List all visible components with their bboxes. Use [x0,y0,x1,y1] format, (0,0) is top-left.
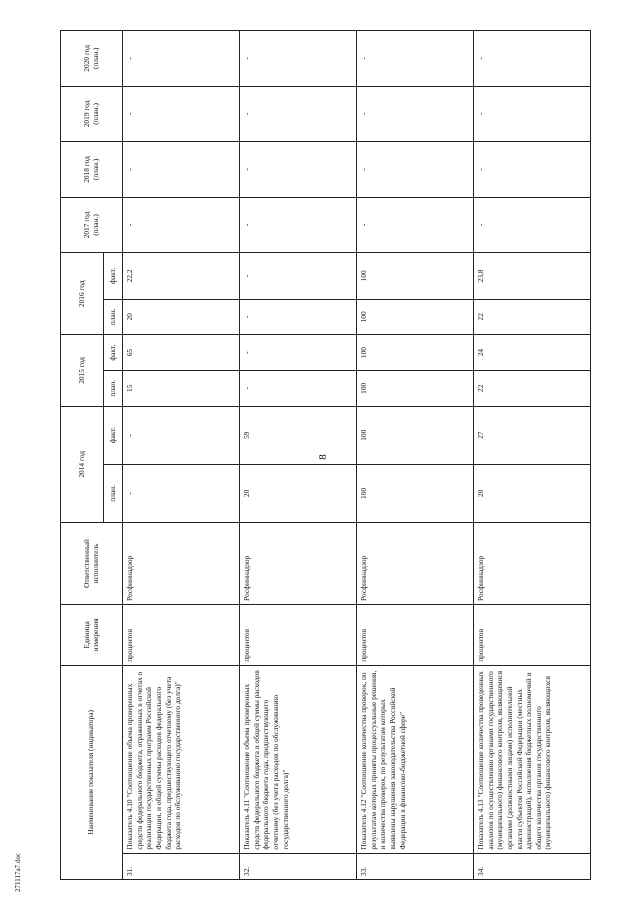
value-2018: - [357,142,474,198]
header-responsible: Ответственный исполнитель [61,522,123,604]
header-2015-plan: план. [104,370,123,406]
value-2019: - [123,86,240,142]
value-2015-fact: 65 [123,335,240,371]
value-2014-fact: 27 [474,406,591,464]
rotated-table-container [60,30,640,880]
unit-cell: процентов [474,604,591,665]
header-2016-fact: факт. [104,253,123,299]
value-2015-plan: 15 [123,370,240,406]
row-number: 31. [123,853,240,879]
unit-cell: процентов [123,604,240,665]
unit-cell: процентов [240,604,357,665]
row-number: 32. [240,853,357,879]
value-2017: - [240,197,357,253]
value-2015-plan: 22 [474,370,591,406]
row-number: 34. [474,853,591,879]
indicator-name: Показатель 4.13 "Соотношение количества проведенных анализов по осуществлению органами государственного (муниципального) финансового контроля, являющимися органами (должностными лицами) исполнительной власти субъектов Российской Федерации (местных администраций), исполнения бюджетных полномочий и общего количества органов государственного (муниципального) финансового контроля, являющихся [474,665,591,853]
value-2017: - [474,197,591,253]
value-2014-plan: 100 [357,464,474,522]
value-2020: - [474,31,591,87]
header-name: Наименование показателя (индикатора) [61,665,123,879]
value-2017: - [123,197,240,253]
value-2019: - [240,86,357,142]
header-2014-plan: план. [104,464,123,522]
value-2018: - [474,142,591,198]
indicator-name: Показатель 4.11 "Соотношение объема проверенных средств федерального бюджета и общей суммы расходов федерального бюджета года, предшествующего отчетному (без учета расходов по обслуживанию государственного долга)" [240,665,357,853]
header-2014: 2014 год [61,406,104,522]
value-2014-fact: 100 [357,406,474,464]
value-2016-fact: - [240,253,357,299]
value-2015-fact: - [240,335,357,371]
value-2016-plan: 22 [474,299,591,335]
value-2016-fact: 100 [357,253,474,299]
indicators-table [60,30,591,880]
value-2020: - [123,31,240,87]
value-2014-fact: 59 [240,406,357,464]
value-2014-plan: 20 [240,464,357,522]
table-row [240,31,357,880]
value-2016-plan: - [240,299,357,335]
value-2015-fact: 100 [357,335,474,371]
responsible-cell: Росфиннадзор [123,522,240,604]
value-2019: - [474,86,591,142]
value-2014-fact: - [123,406,240,464]
value-2015-plan: 100 [357,370,474,406]
responsible-cell: Росфиннадзор [474,522,591,604]
page-number: 8 [317,454,329,460]
responsible-cell: Росфиннадзор [357,522,474,604]
value-2016-plan: 20 [123,299,240,335]
header-2017: 2017 год (план.) [61,197,123,253]
header-2015: 2015 год [61,335,104,406]
value-2017: - [357,197,474,253]
table-row [123,31,240,880]
value-2019: - [357,86,474,142]
value-2016-fact: 23,8 [474,253,591,299]
row-number: 33. [357,853,474,879]
header-2019: 2019 год (план.) [61,86,123,142]
indicator-name: Показатель 4.12 "Соотношение количества проверок, по результатам которых приняты процессуальные решения, и количества проверок, по результатам которых выявлены нарушения законодательства Российской Федерации в финансово-бюджетной сфере" [357,665,474,853]
value-2018: - [123,142,240,198]
header-unit: Единица измерения [61,604,123,665]
value-2020: - [240,31,357,87]
value-2015-fact: 24 [474,335,591,371]
table-row [357,31,474,880]
header-2020: 2020 год (план.) [61,31,123,87]
header-row-1 [61,31,104,880]
header-2014-fact: факт. [104,406,123,464]
header-2016: 2016 год [61,253,104,335]
value-2016-fact: 22,2 [123,253,240,299]
value-2015-plan: - [240,370,357,406]
value-2014-plan: - [123,464,240,522]
header-2015-fact: факт. [104,335,123,371]
header-2016-plan: план. [104,299,123,335]
value-2018: - [240,142,357,198]
value-2020: - [357,31,474,87]
header-2018: 2018 год (план.) [61,142,123,198]
table-row [474,31,591,880]
value-2016-plan: 100 [357,299,474,335]
value-2014-plan: 20 [474,464,591,522]
document-filename: 271117a7.doc [14,853,22,892]
unit-cell: процентов [357,604,474,665]
responsible-cell: Росфиннадзор [240,522,357,604]
indicator-name: Показатель 4.10 "Соотношение объема проверенных средств федерального бюджета, отраженных в отчетах о реализации государственных программ Российской Федерации, и общей суммы расходов федерального бюджета года, предшествующего отчетному (без учета расходов по обслуживанию государственного долга)" [123,665,240,853]
